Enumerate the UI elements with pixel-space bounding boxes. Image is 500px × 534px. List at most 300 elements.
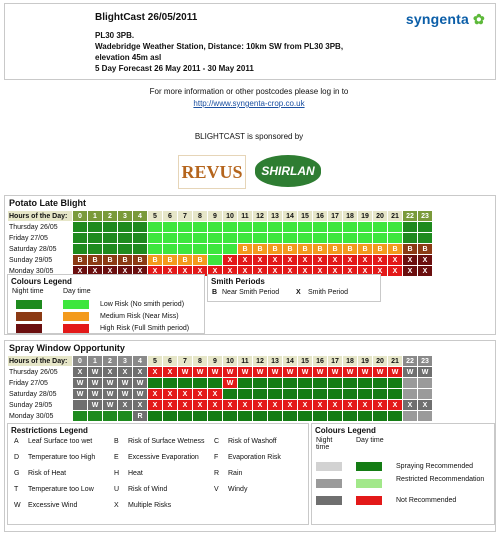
hour-cell (253, 389, 268, 400)
hour-cell: X (388, 255, 403, 266)
restriction-key: F (214, 454, 219, 461)
hour-cell: W (328, 367, 343, 378)
table-row (8, 367, 433, 378)
hour-cell: W (388, 367, 403, 378)
hour-cell: W (178, 367, 193, 378)
hour-cell (178, 411, 193, 422)
hour-header: 10 (223, 211, 238, 222)
hour-cell: X (178, 400, 193, 411)
restriction-label: Rain (228, 470, 243, 477)
hour-cell (118, 411, 133, 422)
hour-cell (103, 411, 118, 422)
hour-header: 12 (253, 211, 268, 222)
hour-cell (163, 411, 178, 422)
hour-header: 22 (403, 211, 418, 222)
hour-cell: W (268, 367, 283, 378)
hour-cell: W (118, 378, 133, 389)
syngenta-link[interactable]: http://www.syngenta-crop.co.uk (193, 99, 305, 108)
hour-cell (403, 389, 418, 400)
hour-cell (298, 233, 313, 244)
hour-cell: W (418, 367, 433, 378)
hour-cell: X (118, 400, 133, 411)
hour-cell: B (133, 255, 148, 266)
hour-cell: B (118, 255, 133, 266)
hour-cell: X (328, 266, 343, 277)
hour-cell: X (388, 266, 403, 277)
hour-cell (253, 233, 268, 244)
hour-header: 6 (163, 211, 178, 222)
hour-cell: W (238, 367, 253, 378)
hour-cell (238, 411, 253, 422)
hour-cell (283, 389, 298, 400)
hour-cell: X (388, 400, 403, 411)
rec-night-swatch (316, 462, 342, 471)
hour-cell: W (103, 389, 118, 400)
hour-cell: X (73, 367, 88, 378)
hour-cell: X (208, 266, 223, 277)
hour-cell (238, 378, 253, 389)
hour-cell: B (313, 244, 328, 255)
hour-header: 7 (178, 356, 193, 367)
hour-cell (268, 411, 283, 422)
spray-colours-legend (311, 423, 495, 525)
station-info: Wadebridge Weather Station, Distance: 10km SW from PL30 3PB, (95, 42, 344, 51)
hour-cell: X (163, 400, 178, 411)
hour-cell (253, 411, 268, 422)
hour-header: 14 (283, 211, 298, 222)
hour-cell: X (223, 400, 238, 411)
hour-header: 17 (328, 211, 343, 222)
high-night-swatch (16, 324, 42, 333)
hour-header: 5 (148, 356, 163, 367)
hour-cell: X (178, 266, 193, 277)
restriction-label: Temperature too High (28, 454, 96, 461)
table-row (8, 378, 433, 389)
hour-cell (328, 411, 343, 422)
table-row (8, 233, 433, 244)
smith-legend-title: Smith Periods (211, 277, 265, 286)
hour-cell (208, 411, 223, 422)
forecast-header (4, 3, 496, 80)
hour-cell: B (253, 244, 268, 255)
restriction-label: Excessive Wind (28, 502, 78, 509)
hour-cell (313, 233, 328, 244)
hour-cell (283, 378, 298, 389)
hour-cell (223, 411, 238, 422)
elevation-info: elevation 45m asl (95, 53, 162, 62)
hour-cell (103, 233, 118, 244)
hour-cell (253, 378, 268, 389)
hour-header: 10 (223, 356, 238, 367)
hour-cell (73, 222, 88, 233)
day-label: Sunday 29/05 (8, 400, 73, 411)
hour-cell (148, 378, 163, 389)
table-row (8, 389, 433, 400)
hour-cell (298, 411, 313, 422)
hour-cell (118, 244, 133, 255)
hour-cell (163, 378, 178, 389)
hour-header: 19 (358, 356, 373, 367)
hour-cell: X (238, 400, 253, 411)
hour-cell (328, 233, 343, 244)
hour-cell (313, 378, 328, 389)
not-day-swatch (356, 496, 382, 505)
hour-cell: X (208, 400, 223, 411)
hour-cell (178, 233, 193, 244)
hour-cell (298, 222, 313, 233)
hour-cell: X (73, 266, 88, 277)
spray-colours-title: Colours Legend (315, 426, 376, 435)
hour-cell: W (103, 400, 118, 411)
hour-cell (373, 222, 388, 233)
hour-cell: B (403, 244, 418, 255)
spray-hours-row (8, 356, 433, 367)
hour-cell (208, 222, 223, 233)
hour-cell: W (223, 367, 238, 378)
hour-cell (283, 411, 298, 422)
hour-cell: W (253, 367, 268, 378)
restriction-label: Risk of Heat (28, 470, 67, 477)
hour-cell (418, 411, 433, 422)
hour-cell (313, 411, 328, 422)
hour-header: 23 (418, 211, 433, 222)
table-row (8, 222, 433, 233)
hour-cell: X (223, 266, 238, 277)
hour-cell: X (373, 255, 388, 266)
hour-cell (298, 389, 313, 400)
hour-cell (283, 233, 298, 244)
hour-cell (238, 233, 253, 244)
hour-cell (178, 244, 193, 255)
hour-cell (193, 378, 208, 389)
hour-cell (208, 233, 223, 244)
leaf-icon: ✿ (468, 11, 485, 27)
hour-cell: B (343, 244, 358, 255)
hour-header: 11 (238, 356, 253, 367)
hour-cell: X (163, 266, 178, 277)
hour-cell (328, 389, 343, 400)
hour-cell (133, 222, 148, 233)
hour-cell: X (148, 400, 163, 411)
smith-b-key: B (212, 289, 218, 296)
hour-header: 4 (133, 211, 148, 222)
hour-cell: X (328, 255, 343, 266)
hour-cell (358, 411, 373, 422)
hour-cell (268, 389, 283, 400)
hour-cell (103, 244, 118, 255)
hour-cell (148, 244, 163, 255)
restriction-label: Risk of Washoff (228, 438, 277, 445)
hour-header: 20 (373, 356, 388, 367)
hour-header: 3 (118, 211, 133, 222)
hour-cell (73, 400, 88, 411)
hour-cell: X (268, 400, 283, 411)
hour-cell: X (358, 400, 373, 411)
hour-cell: W (88, 389, 103, 400)
hour-header: 0 (73, 211, 88, 222)
hour-cell: W (373, 367, 388, 378)
hour-cell: B (73, 255, 88, 266)
medium-day-swatch (63, 312, 89, 321)
hour-cell: W (88, 367, 103, 378)
hour-cell: X (328, 400, 343, 411)
restrictions-legend (7, 423, 309, 525)
hour-header: 9 (208, 211, 223, 222)
hour-header: 6 (163, 356, 178, 367)
hour-cell (373, 411, 388, 422)
hour-cell (88, 233, 103, 244)
postcode: PL30 3PB. (95, 31, 135, 40)
hour-cell: X (343, 266, 358, 277)
revus-logo: REVUS (178, 155, 246, 189)
blight-section (4, 195, 496, 335)
hour-header: 7 (178, 211, 193, 222)
hour-cell: X (358, 266, 373, 277)
hour-cell (418, 389, 433, 400)
hour-header: 14 (283, 356, 298, 367)
hour-cell (388, 411, 403, 422)
hour-cell: B (328, 244, 343, 255)
day-label: Friday 27/05 (8, 233, 73, 244)
restriction-key: C (214, 438, 220, 445)
hour-cell (88, 411, 103, 422)
hour-cell: B (163, 255, 178, 266)
hour-header: 23 (418, 356, 433, 367)
hour-cell: X (298, 400, 313, 411)
hour-cell (73, 411, 88, 422)
hour-cell: W (358, 367, 373, 378)
spray-section (4, 340, 496, 532)
hour-cell: X (208, 389, 223, 400)
hour-cell: X (373, 400, 388, 411)
hour-cell (373, 378, 388, 389)
hour-cell: X (253, 400, 268, 411)
hour-cell: W (88, 400, 103, 411)
hour-cell (133, 244, 148, 255)
restriction-key: A (14, 438, 19, 445)
hour-cell (328, 222, 343, 233)
hour-cell (193, 244, 208, 255)
hour-cell (223, 389, 238, 400)
hour-header: 16 (313, 356, 328, 367)
day-label: Saturday 28/05 (8, 244, 73, 255)
hour-cell: B (103, 255, 118, 266)
hour-cell (223, 222, 238, 233)
day-label: Saturday 28/05 (8, 389, 73, 400)
restr-night-swatch (316, 479, 342, 488)
hour-cell: W (193, 367, 208, 378)
restriction-key: E (114, 454, 119, 461)
hour-cell: X (313, 266, 328, 277)
hour-cell: B (268, 244, 283, 255)
hour-header: 3 (118, 356, 133, 367)
restriction-label: Multiple Risks (128, 502, 172, 509)
hour-header: 2 (103, 356, 118, 367)
hour-header: 0 (73, 356, 88, 367)
hour-cell (283, 222, 298, 233)
restriction-label: Evaporation Risk (228, 454, 281, 461)
hour-cell: X (223, 255, 238, 266)
restrictions-legend-title: Restrictions Legend (11, 426, 88, 435)
hour-cell: B (388, 244, 403, 255)
hour-header: 1 (88, 356, 103, 367)
hour-cell: B (418, 244, 433, 255)
restriction-key: X (114, 502, 119, 509)
hour-cell: X (193, 389, 208, 400)
low-day-swatch (63, 300, 89, 309)
hour-cell: X (343, 255, 358, 266)
day-label: Thursday 26/05 (8, 367, 73, 378)
hour-cell: X (148, 389, 163, 400)
hour-cell (388, 222, 403, 233)
spray-recommended-label: Spraying Recommended (396, 463, 474, 470)
rec-day-swatch (356, 462, 382, 471)
hour-cell (223, 233, 238, 244)
hour-cell (388, 378, 403, 389)
hour-cell: X (118, 367, 133, 378)
hour-cell (88, 222, 103, 233)
restriction-key: H (114, 470, 120, 477)
blight-title: Potato Late Blight (9, 198, 86, 208)
hour-cell: W (343, 367, 358, 378)
hour-cell: X (178, 389, 193, 400)
hour-cell: X (403, 400, 418, 411)
hour-cell: X (103, 266, 118, 277)
hour-cell (193, 222, 208, 233)
hour-cell (238, 389, 253, 400)
hour-header: 18 (343, 356, 358, 367)
hour-header: 8 (193, 211, 208, 222)
hour-cell (178, 378, 193, 389)
spray-title: Spray Window Opportunity (9, 343, 125, 353)
hour-header: 4 (133, 356, 148, 367)
hour-header: 20 (373, 211, 388, 222)
hour-cell (118, 233, 133, 244)
table-row (8, 244, 433, 255)
restriction-key: U (114, 486, 120, 493)
restriction-label: Leaf Surface too wet (28, 438, 93, 445)
day-label: Thursday 26/05 (8, 222, 73, 233)
hour-cell: B (178, 255, 193, 266)
hour-cell (118, 222, 133, 233)
hour-cell (178, 222, 193, 233)
hour-cell: X (163, 389, 178, 400)
hour-header: 18 (343, 211, 358, 222)
restriction-key: W (14, 502, 21, 509)
smith-x-label: Smith Period (308, 289, 349, 296)
restriction-label: Risk of Surface Wetness (128, 438, 205, 445)
hour-header: 15 (298, 211, 313, 222)
hour-cell: X (283, 266, 298, 277)
hour-cell (403, 378, 418, 389)
hour-cell (148, 233, 163, 244)
high-risk-label: High Risk (Full Smith period) (100, 325, 190, 332)
restriction-label: Windy (228, 486, 248, 493)
hour-cell: X (313, 400, 328, 411)
hour-cell: X (133, 400, 148, 411)
hour-cell: X (238, 255, 253, 266)
hour-cell: X (283, 400, 298, 411)
hour-header: 5 (148, 211, 163, 222)
hour-cell: W (133, 389, 148, 400)
hour-cell (208, 378, 223, 389)
hour-cell: X (193, 400, 208, 411)
hour-cell: B (373, 244, 388, 255)
hour-header: 8 (193, 356, 208, 367)
medium-risk-label: Medium Risk (Near Miss) (100, 313, 179, 320)
hour-cell (208, 244, 223, 255)
hour-cell: X (313, 255, 328, 266)
night-time-label: Night time (12, 288, 44, 295)
day-label: Monday 30/05 (8, 411, 73, 422)
hour-cell: X (253, 255, 268, 266)
hour-cell (73, 233, 88, 244)
more-info-text: For more information or other postcodes please log in to (149, 87, 349, 96)
hour-cell: X (238, 266, 253, 277)
hour-cell: X (88, 266, 103, 277)
hour-cell (253, 222, 268, 233)
medium-night-swatch (16, 312, 42, 321)
hour-cell: W (118, 389, 133, 400)
hour-cell (418, 378, 433, 389)
hour-cell: X (103, 367, 118, 378)
hour-cell: W (73, 378, 88, 389)
not-recommended-label: Not Recommended (396, 497, 457, 504)
hour-cell (148, 222, 163, 233)
hour-header: 13 (268, 211, 283, 222)
hours-label: Hours of the Day: (8, 211, 73, 222)
hour-cell: X (343, 400, 358, 411)
hour-cell (268, 222, 283, 233)
hour-cell: X (148, 266, 163, 277)
blight-hours-row (8, 211, 433, 222)
hour-cell (343, 222, 358, 233)
restr-day-swatch (356, 479, 382, 488)
hour-cell: X (373, 266, 388, 277)
hour-cell: X (163, 367, 178, 378)
hours-label: Hours of the Day: (8, 356, 73, 367)
hour-cell (373, 233, 388, 244)
hour-cell: B (88, 255, 103, 266)
hour-cell: B (193, 255, 208, 266)
hour-cell: X (268, 255, 283, 266)
hour-cell (193, 233, 208, 244)
hour-cell (418, 222, 433, 233)
syngenta-logo (406, 11, 485, 28)
hour-cell (358, 222, 373, 233)
hour-cell (403, 233, 418, 244)
hour-header: 13 (268, 356, 283, 367)
hour-cell (403, 222, 418, 233)
hour-cell (163, 222, 178, 233)
hour-cell (163, 244, 178, 255)
hour-cell: W (283, 367, 298, 378)
smith-legend (207, 274, 381, 302)
day-label: Sunday 29/05 (8, 255, 73, 266)
hour-cell (403, 411, 418, 422)
hour-cell: B (298, 244, 313, 255)
hour-cell: X (418, 255, 433, 266)
hour-cell: R (133, 411, 148, 422)
hour-cell: W (133, 378, 148, 389)
hour-cell: X (283, 255, 298, 266)
hour-cell: W (88, 378, 103, 389)
smith-x-key: X (296, 289, 301, 296)
hour-cell (388, 233, 403, 244)
restriction-label: Risk of Wind (128, 486, 168, 493)
hour-cell (358, 233, 373, 244)
hour-cell: W (313, 367, 328, 378)
